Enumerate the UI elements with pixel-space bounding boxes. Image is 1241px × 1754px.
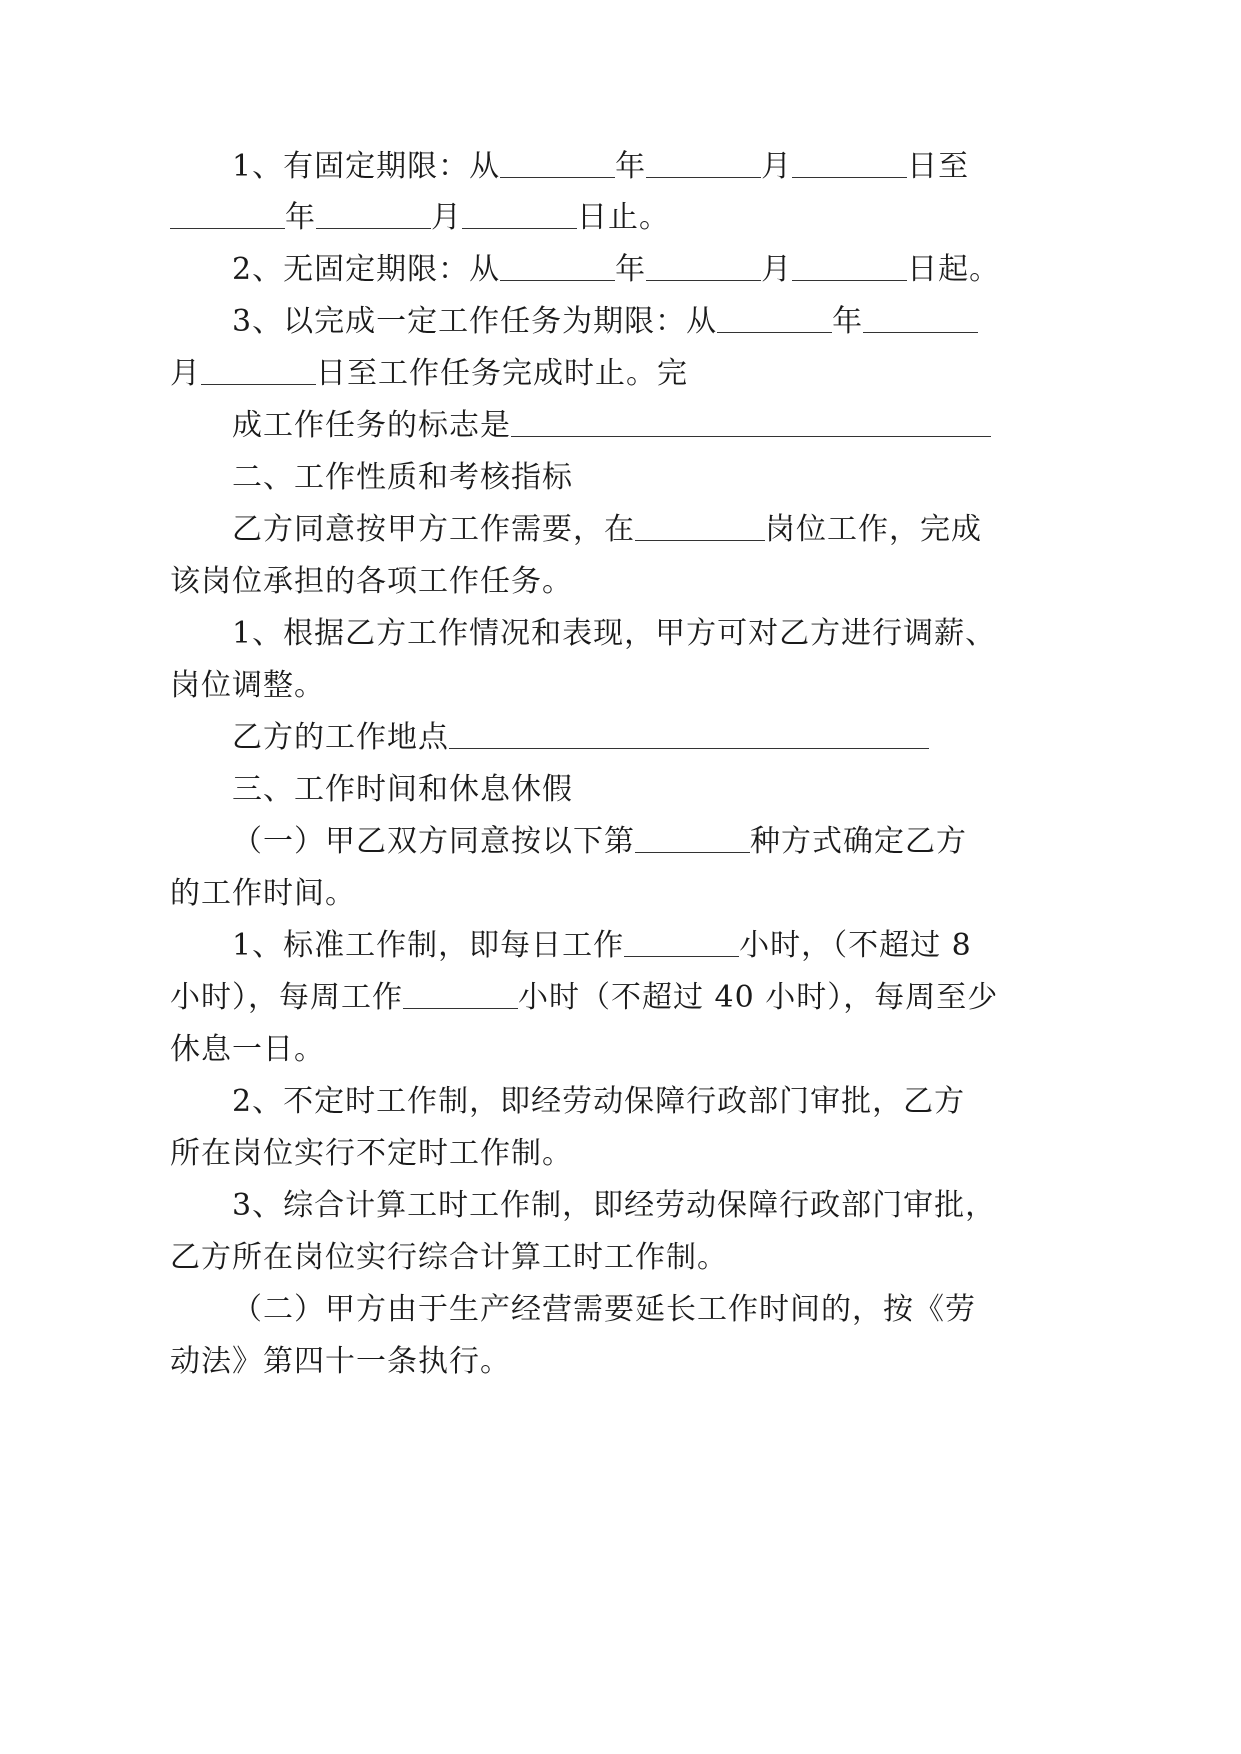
blank-field [863, 302, 978, 333]
blank-field [635, 510, 765, 541]
text-segment: 3、以完成一定工作任务为期限：从 [232, 304, 718, 339]
blank-field [646, 250, 761, 281]
text-line-15 [170, 874, 356, 914]
text-segment: 年 [832, 304, 864, 339]
blank-field [646, 147, 761, 178]
text-segment: 二、工作性质和考核指标 [232, 460, 573, 495]
text-segment: 成工作任务的标志是 [232, 408, 511, 443]
blank-field [792, 250, 907, 281]
text-line-12 [232, 718, 929, 758]
blank-field [170, 198, 285, 229]
text-segment: 小时），每周工作 [170, 980, 403, 1015]
blank-field [201, 354, 316, 385]
text-segment: 所在岗位实行不定时工作制。 [170, 1136, 573, 1171]
text-line-3 [232, 250, 1000, 290]
text-segment: 休息一日。 [170, 1032, 325, 1067]
text-segment: 小时，（不超过 8 [739, 928, 972, 963]
text-segment: 日止。 [577, 200, 670, 235]
text-line-4 [232, 302, 978, 342]
text-line-5 [170, 354, 688, 394]
text-segment: （一）甲乙双方同意按以下第 [232, 824, 635, 859]
text-line-24 [170, 1342, 511, 1382]
text-line-19 [232, 1082, 965, 1122]
text-line-11 [170, 666, 325, 706]
text-segment: 1、根据乙方工作情况和表现，甲方可对乙方进行调薪、 [232, 616, 997, 651]
text-segment: 年 [615, 252, 647, 287]
text-line-10 [232, 614, 996, 654]
text-line-1 [232, 147, 969, 187]
text-segment: 动法》第四十一条执行。 [170, 1344, 511, 1379]
blank-field [449, 718, 929, 749]
text-segment: 该岗位承担的各项工作任务。 [170, 564, 573, 599]
text-line-22 [170, 1238, 728, 1278]
text-segment: 月 [170, 356, 201, 391]
text-segment: 月 [761, 149, 793, 184]
text-line-21 [232, 1186, 996, 1226]
blank-field [511, 406, 991, 437]
blank-field [792, 147, 907, 178]
text-segment: 乙方的工作地点 [232, 720, 449, 755]
text-segment: 年 [615, 149, 647, 184]
text-segment: 岗位调整。 [170, 668, 325, 703]
blank-field [500, 147, 615, 178]
text-line-14 [232, 822, 967, 862]
text-segment: 日至 [907, 149, 970, 184]
blank-field [462, 198, 577, 229]
text-line-18 [170, 1030, 325, 1070]
text-segment: 乙方同意按甲方工作需要，在 [232, 512, 635, 547]
text-segment: 2、不定时工作制，即经劳动保障行政部门审批，乙方 [232, 1084, 966, 1119]
text-line-16 [232, 926, 972, 966]
text-segment: 乙方所在岗位实行综合计算工时工作制。 [170, 1240, 728, 1275]
text-segment: （二）甲方由于生产经营需要延长工作时间的，按《劳 [232, 1292, 976, 1327]
text-line-2 [170, 198, 670, 238]
text-segment: 岗位工作，完成 [765, 512, 982, 547]
section-heading-3 [232, 770, 573, 810]
text-segment: 1、标准工作制，即每日工作 [232, 928, 625, 963]
text-segment: 的工作时间。 [170, 876, 356, 911]
text-segment: 日至工作任务完成时止。完 [316, 356, 688, 391]
blank-field [624, 926, 739, 957]
text-segment: 种方式确定乙方 [750, 824, 967, 859]
text-segment: 日起。 [907, 252, 1001, 287]
blank-field [500, 250, 615, 281]
text-line-8 [232, 510, 982, 550]
blank-field [316, 198, 431, 229]
blank-field [635, 822, 750, 853]
text-line-17 [170, 978, 998, 1018]
text-segment: 月 [431, 200, 462, 235]
text-line-20 [170, 1134, 573, 1174]
text-segment: 3、综合计算工时工作制，即经劳动保障行政部门审批， [232, 1188, 997, 1223]
blank-field [403, 978, 518, 1009]
text-line-23 [232, 1290, 976, 1330]
section-heading-2 [232, 458, 573, 498]
text-segment: 小时（不超过 40 小时），每周至少 [518, 980, 999, 1015]
text-segment: 1、有固定期限：从 [232, 149, 501, 184]
text-segment: 月 [761, 252, 793, 287]
text-segment: 2、无固定期限：从 [232, 252, 501, 287]
text-segment: 三、工作时间和休息休假 [232, 772, 573, 807]
text-line-9 [170, 562, 573, 602]
text-line-6 [232, 406, 991, 446]
text-segment: 年 [285, 200, 316, 235]
blank-field [717, 302, 832, 333]
